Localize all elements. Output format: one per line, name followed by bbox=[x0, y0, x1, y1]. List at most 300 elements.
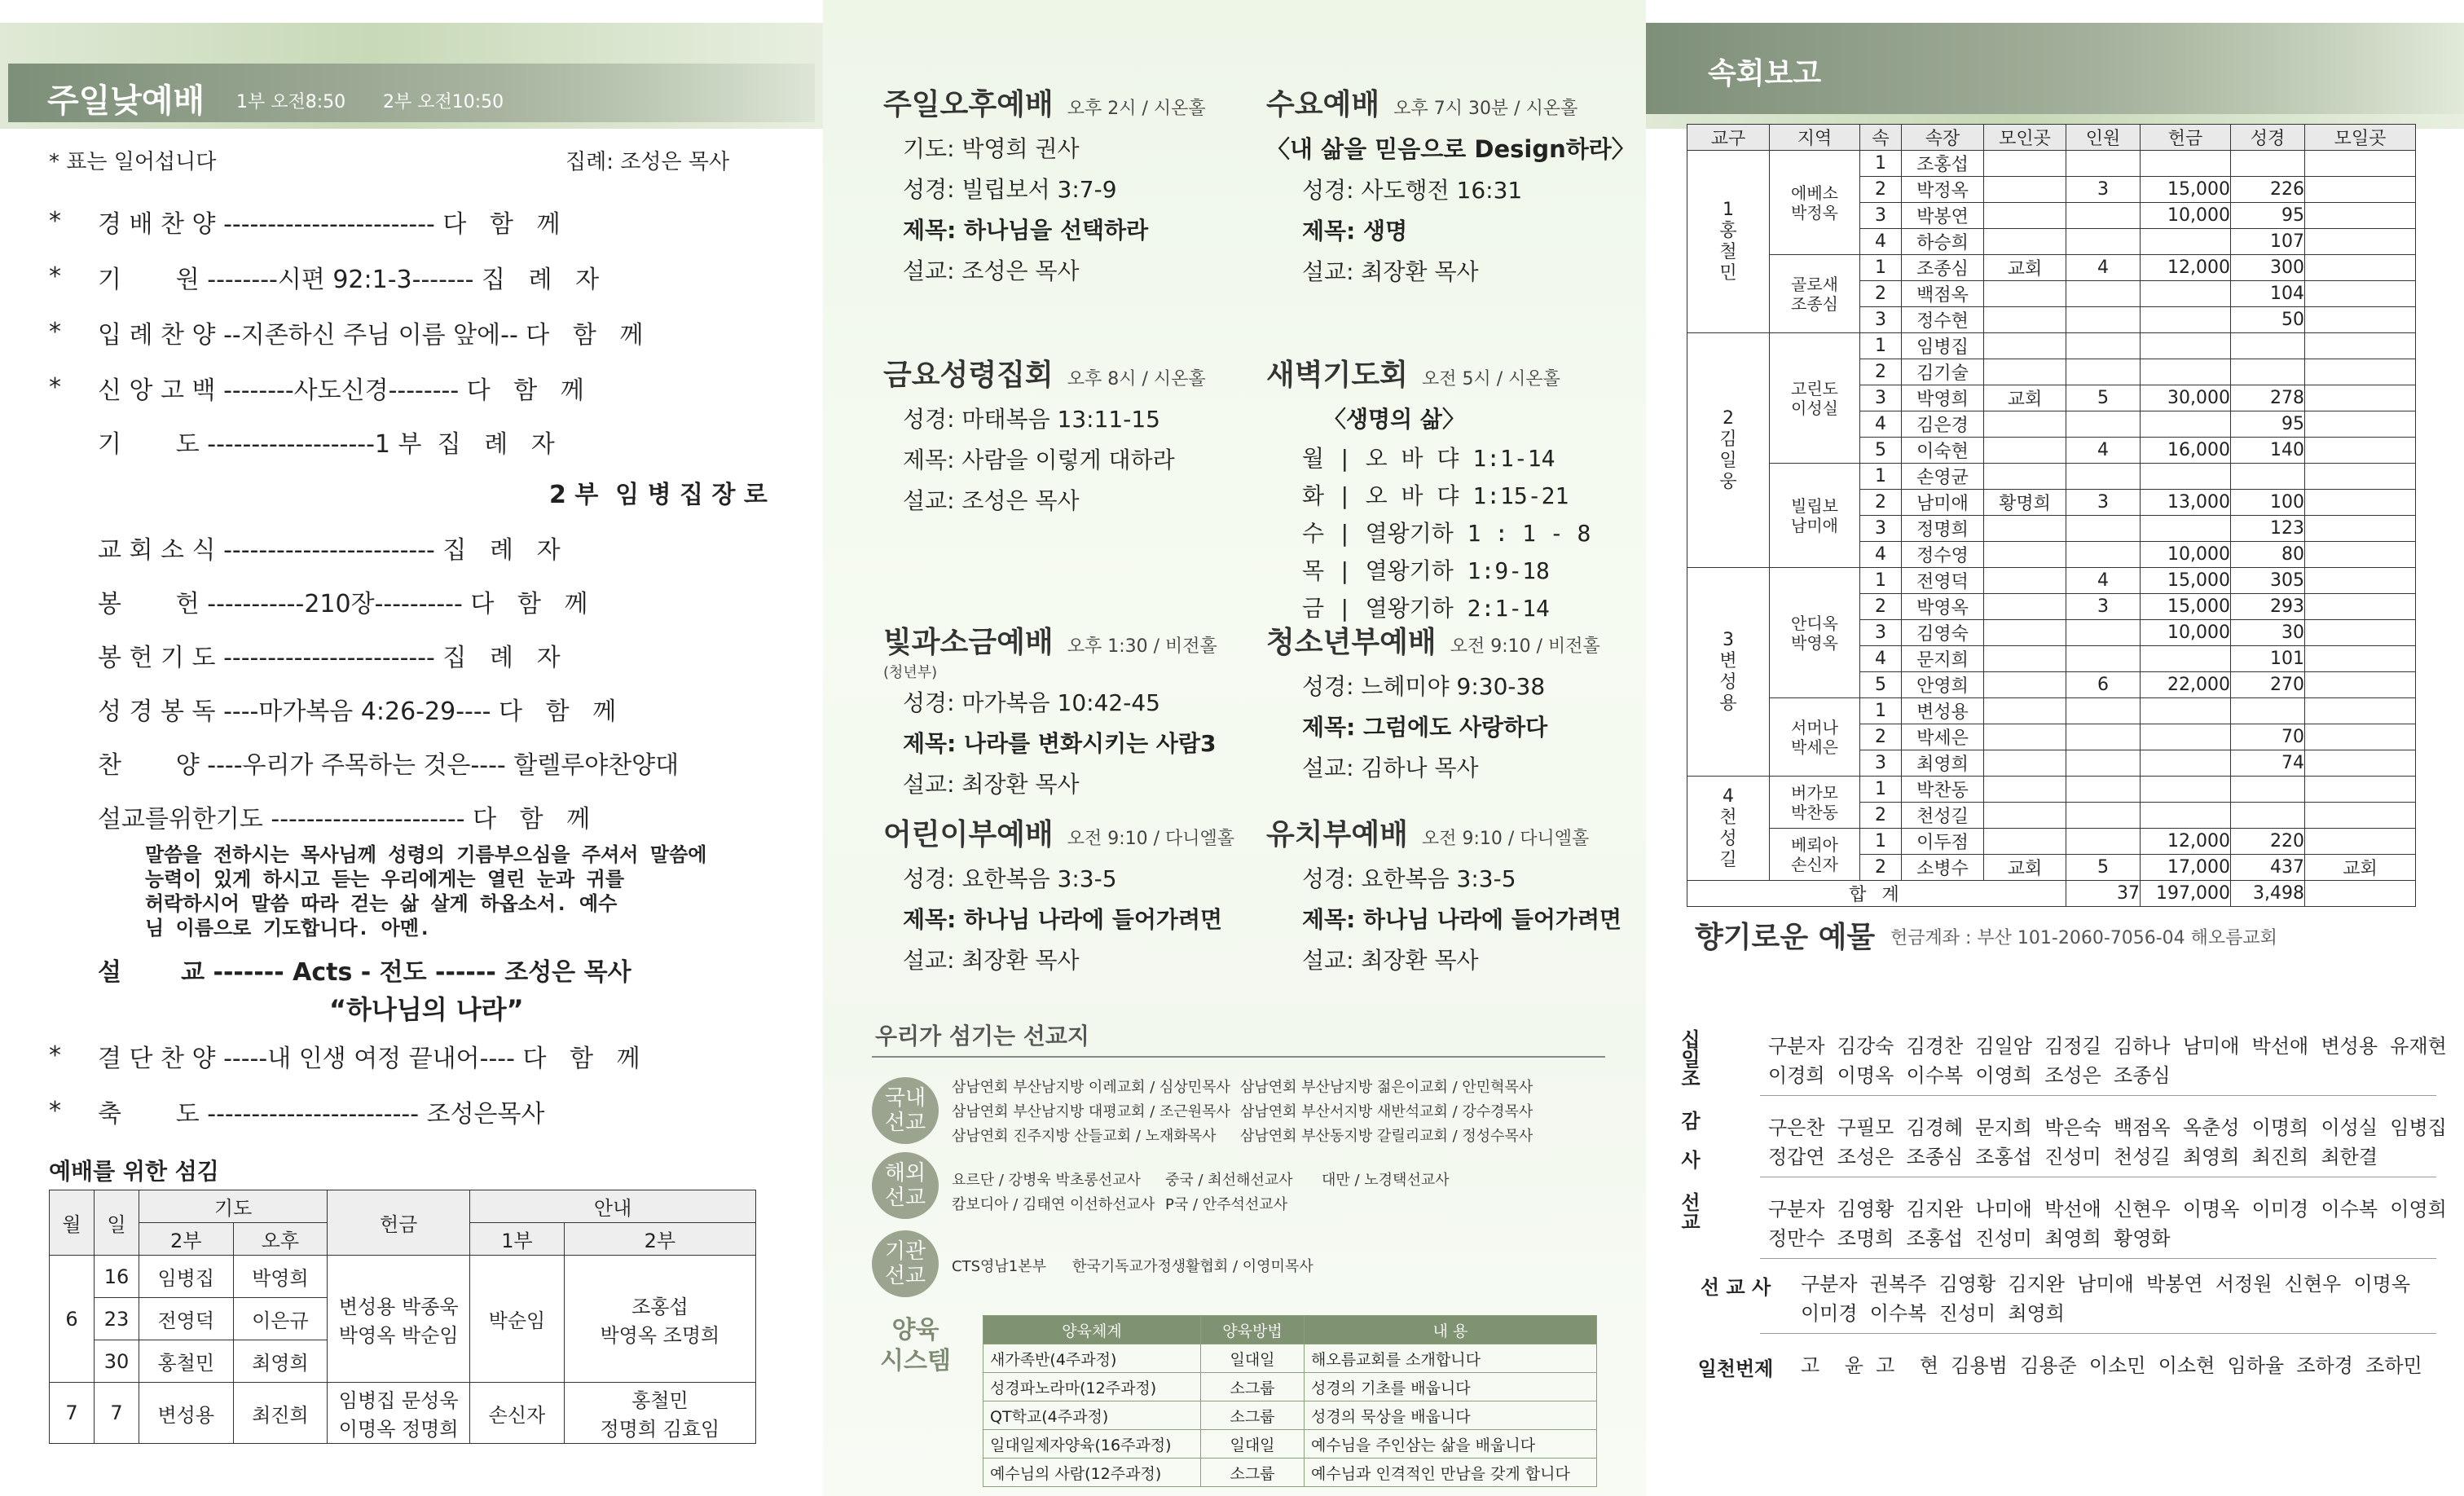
cell: 1 bbox=[1860, 568, 1902, 594]
th-guide: 안내 bbox=[470, 1190, 756, 1223]
cell-day: 7 bbox=[95, 1383, 139, 1444]
sermon-title: “하나님의 나라” bbox=[329, 994, 524, 1025]
cell-prayer-pm: 최영희 bbox=[233, 1340, 328, 1383]
cell bbox=[1984, 620, 2066, 646]
cell-day: 30 bbox=[95, 1340, 139, 1383]
cell: 1 bbox=[1860, 829, 1902, 855]
cell: 50 bbox=[2231, 307, 2305, 333]
cell bbox=[2141, 307, 2231, 333]
cell bbox=[2066, 203, 2141, 229]
prayer-line: 능력이 있게 하시고 듣는 우리에게는 열린 눈과 귀를 bbox=[145, 868, 625, 891]
cell bbox=[2231, 151, 2305, 177]
table-row bbox=[1687, 568, 2416, 594]
nurture-row bbox=[983, 1344, 1597, 1373]
cell: 안영희 bbox=[1902, 672, 1984, 698]
cell: 백점옥 bbox=[1902, 281, 1984, 307]
cell bbox=[2141, 151, 2231, 177]
area-cell: 고린도 이성실 bbox=[1770, 333, 1860, 464]
cell bbox=[1984, 542, 2066, 568]
cell bbox=[2305, 203, 2416, 229]
service-time: 오후 8시 / 시온홀 bbox=[1067, 369, 1206, 389]
cell bbox=[2066, 333, 2141, 359]
service-line: 성경: 사도행전 16:31 bbox=[1302, 177, 1523, 204]
cell bbox=[2305, 750, 2416, 777]
cell bbox=[2066, 281, 2141, 307]
cell: 70 bbox=[2231, 724, 2305, 750]
cell bbox=[2141, 229, 2231, 255]
cell-prayer-pm: 이은규 bbox=[233, 1298, 328, 1340]
cell: 95 bbox=[2231, 203, 2305, 229]
th-guide-2: 2부 bbox=[564, 1223, 755, 1256]
list-line: 구분자 권복주 김영황 김지완 남미애 박봉연 서정원 신현우 이명옥 bbox=[1801, 1273, 2411, 1296]
cell: 13,000 bbox=[2141, 490, 2231, 516]
nurture-head: 양육방법 bbox=[1201, 1316, 1305, 1344]
th: 성경 bbox=[2231, 125, 2305, 151]
service-line: 설교: 최장환 목사 bbox=[903, 771, 1080, 798]
order-item: 기 원 --------시편 92:1-3------- 집 례 자 bbox=[98, 266, 600, 294]
area-cell: 빌립보 남미애 bbox=[1770, 464, 1860, 568]
service-line: 설교: 김하나 목사 bbox=[1302, 755, 1479, 781]
cell: 74 bbox=[2231, 750, 2305, 777]
service-block bbox=[883, 81, 1242, 286]
cell: 3 bbox=[1860, 203, 1902, 229]
cell: 1 bbox=[1860, 255, 1902, 281]
mission-item: 캄보디아 / 김태연 이선하선교사 bbox=[952, 1196, 1155, 1213]
list-divider bbox=[1760, 1258, 2436, 1259]
list-label: 십 일 조 bbox=[1681, 1028, 1701, 1090]
cell bbox=[1984, 307, 2066, 333]
service-line: 제목: 사람을 이렇게 대하라 bbox=[903, 447, 1175, 473]
cell: 교회 bbox=[1984, 255, 2066, 281]
cell: 손영균 bbox=[1902, 464, 1984, 490]
cell: 4 bbox=[2066, 438, 2141, 464]
list-line: 구은찬 구필모 김경혜 문지희 박은숙 백점옥 옥춘성 이명희 이성실 임병집 bbox=[1768, 1116, 2447, 1139]
cell bbox=[2305, 385, 2416, 411]
service-block bbox=[883, 812, 1242, 975]
service-line: 설교: 조성은 목사 bbox=[903, 257, 1080, 284]
list-line: 이경희 이명옥 이수복 이영희 조성은 조종심 bbox=[1768, 1064, 2171, 1087]
cell: 5 bbox=[1860, 438, 1902, 464]
th: 지역 bbox=[1770, 125, 1860, 151]
mission-item: 삼남연회 부산서지방 새반석교회 / 강수경목사 bbox=[1240, 1103, 1533, 1120]
cell-offering: 임병집 문성욱 이명옥 정명희 bbox=[328, 1383, 470, 1444]
main-service-header bbox=[8, 64, 815, 122]
order-item: 봉 헌 기 도 ------------------------ 집 례 자 bbox=[98, 644, 561, 672]
cell: 278 bbox=[2231, 385, 2305, 411]
cell bbox=[2231, 333, 2305, 359]
domestic-mission-badge: 국내 선교 bbox=[872, 1077, 939, 1144]
cell bbox=[2305, 307, 2416, 333]
cell: 교회 bbox=[1984, 385, 2066, 411]
service-time-2: 2부 오전10:50 bbox=[383, 92, 504, 112]
cell: 3 bbox=[1860, 307, 1902, 333]
nurture-cell: 예수님의 사람(12주과정) bbox=[983, 1459, 1201, 1487]
cell: 1 bbox=[1860, 464, 1902, 490]
cell bbox=[2305, 411, 2416, 438]
nurture-head: 양육체계 bbox=[983, 1316, 1201, 1344]
mission-item: 대만 / 노경택선교사 bbox=[1322, 1172, 1450, 1189]
cell-day: 16 bbox=[95, 1256, 139, 1298]
order-item: 찬 양 ----우리가 주목하는 것은---- 할렐루야찬양대 bbox=[98, 751, 680, 780]
cell: 박세은 bbox=[1902, 724, 1984, 750]
cell bbox=[2141, 698, 2231, 724]
cell: 박찬동 bbox=[1902, 777, 1984, 803]
th-prayer-pm: 오후 bbox=[233, 1223, 328, 1256]
offering-title: 향기로운 예물 bbox=[1695, 920, 1876, 954]
leader-text: 집례: 조성은 목사 bbox=[565, 150, 730, 174]
cell-guide-2: 홍철민 정명희 김효임 bbox=[564, 1383, 755, 1444]
cell bbox=[2305, 829, 2416, 855]
service-line: 제목: 생명 bbox=[1302, 218, 1408, 244]
nurture-cell: 성경의 묵상을 배웁니다 bbox=[1305, 1401, 1597, 1430]
nurture-row bbox=[983, 1430, 1597, 1459]
cell: 3 bbox=[1860, 620, 1902, 646]
service-block bbox=[1266, 352, 1633, 623]
nurture-cell: QT학교(4주과정) bbox=[983, 1401, 1201, 1430]
cell: 1 bbox=[1860, 777, 1902, 803]
service-time: 오전 9:10 / 비전홀 bbox=[1450, 636, 1600, 657]
th: 속장 bbox=[1902, 125, 1984, 151]
th: 인원 bbox=[2066, 125, 2141, 151]
cell bbox=[1984, 516, 2066, 542]
mission-item: 중국 / 최선해선교사 bbox=[1165, 1172, 1293, 1189]
cell: 15,000 bbox=[2141, 177, 2231, 203]
cell bbox=[2141, 281, 2231, 307]
cell: 교회 bbox=[1984, 855, 2066, 881]
service-time: 오전 9:10 / 다니엘홀 bbox=[1421, 829, 1590, 849]
cell bbox=[2066, 411, 2141, 438]
cell bbox=[2305, 672, 2416, 698]
cell bbox=[2141, 750, 2231, 777]
cell: 17,000 bbox=[2141, 855, 2231, 881]
total-row bbox=[1687, 881, 2416, 907]
cell: 정수영 bbox=[1902, 542, 1984, 568]
order-item: 봉 헌 -----------210장---------- 다 함 께 bbox=[98, 590, 588, 618]
area-cell: 버가모 박찬동 bbox=[1770, 777, 1860, 829]
cell: 226 bbox=[2231, 177, 2305, 203]
cell: 1 bbox=[1860, 333, 1902, 359]
cell: 5 bbox=[2066, 855, 2141, 881]
service-block bbox=[883, 352, 1242, 516]
service-title: 수요예배 bbox=[1266, 87, 1380, 121]
overseas-mission-badge: 해외 선교 bbox=[872, 1152, 939, 1219]
service-line: 〈생명의 삶〉 bbox=[1323, 406, 1465, 433]
service-line: 설교: 최장환 목사 bbox=[903, 947, 1080, 974]
mission-item: 삼남연회 진주지방 산들교회 / 노재화목사 bbox=[952, 1128, 1217, 1145]
list-line: 이미경 이수복 진성미 최영희 bbox=[1801, 1302, 2065, 1325]
list-label: 감 사 bbox=[1681, 1110, 1701, 1172]
district-cell: 3 변 성 용 bbox=[1687, 568, 1770, 777]
cell: 5 bbox=[2066, 385, 2141, 411]
service-title: 새벽기도회 bbox=[1266, 358, 1408, 392]
cell bbox=[2305, 777, 2416, 803]
nurture-cell: 성경의 기초를 배웁니다 bbox=[1305, 1373, 1597, 1401]
list-line: 정만수 조명희 조홍섭 진성미 최영희 황영화 bbox=[1768, 1227, 2171, 1250]
service-line: 성경: 요한복음 3:3-5 bbox=[1302, 865, 1516, 892]
cell: 4 bbox=[2066, 255, 2141, 281]
nurture-head: 내 용 bbox=[1305, 1316, 1597, 1344]
nurture-row bbox=[983, 1459, 1597, 1487]
mission-item: 요르단 / 강병욱 박초롱선교사 bbox=[952, 1172, 1141, 1189]
standing-note: * 표는 일어섭니다 bbox=[49, 150, 217, 174]
list-label: 선 교 bbox=[1681, 1191, 1701, 1234]
service-line: 성경: 마태복음 13:11-15 bbox=[903, 406, 1160, 433]
cell: 4 bbox=[2066, 568, 2141, 594]
service-time: 오전 5시 / 시온홀 bbox=[1421, 369, 1560, 389]
total-cell: 합 계 bbox=[1687, 881, 2066, 907]
cell bbox=[2066, 229, 2141, 255]
service-title: 청소년부예배 bbox=[1266, 625, 1437, 659]
cell: 3 bbox=[1860, 516, 1902, 542]
total-cell: 37 bbox=[2066, 881, 2141, 907]
cell bbox=[2141, 333, 2231, 359]
cell bbox=[2305, 620, 2416, 646]
nurture-cell: 예수님을 주인삼는 삶을 배웁니다 bbox=[1305, 1430, 1597, 1459]
total-cell: 3,498 bbox=[2231, 881, 2305, 907]
nurture-cell: 성경파노라마(12주과정) bbox=[983, 1373, 1201, 1401]
cell bbox=[2231, 803, 2305, 829]
area-cell: 안디옥 박영옥 bbox=[1770, 568, 1860, 698]
cell bbox=[2231, 464, 2305, 490]
district-cell: 2 김 일 웅 bbox=[1687, 333, 1770, 568]
cell bbox=[2305, 594, 2416, 620]
cell: 437 bbox=[2231, 855, 2305, 881]
cell: 김기술 bbox=[1902, 359, 1984, 385]
cell: 3 bbox=[1860, 385, 1902, 411]
order-item: 축 도 ------------------------ 조성은목사 bbox=[98, 1100, 545, 1129]
cell: 임병집 bbox=[1902, 333, 1984, 359]
cell bbox=[2066, 620, 2141, 646]
cell: 10,000 bbox=[2141, 620, 2231, 646]
cell: 교회 bbox=[2305, 855, 2416, 881]
service-time-1: 1부 오전8:50 bbox=[236, 92, 346, 112]
nurture-table bbox=[983, 1315, 1597, 1487]
service-block bbox=[1266, 812, 1633, 975]
service-line: 화 | 오 바 댜 1:15-21 bbox=[1302, 482, 1569, 509]
cell bbox=[2066, 724, 2141, 750]
cell-report-header bbox=[1646, 23, 2464, 114]
th-prayer-2: 2부 bbox=[139, 1223, 234, 1256]
total-cell bbox=[2305, 881, 2416, 907]
order-star: * bbox=[49, 262, 61, 291]
cell-guide-2: 조홍섭 박영옥 조명희 bbox=[564, 1256, 755, 1383]
cell: 2 bbox=[1860, 177, 1902, 203]
cell bbox=[1984, 359, 2066, 385]
cell-prayer-pm: 박영희 bbox=[233, 1256, 328, 1298]
cell bbox=[2231, 698, 2305, 724]
cell bbox=[1984, 229, 2066, 255]
th-month: 월 bbox=[50, 1190, 95, 1256]
prayer-line: 말씀을 전하시는 목사님께 성령의 기름부으심을 주셔서 말씀에 bbox=[145, 843, 707, 866]
cell: 12,000 bbox=[2141, 829, 2231, 855]
order-item: 신 앙 고 백 --------사도신경-------- 다 함 께 bbox=[98, 376, 584, 405]
cell bbox=[2305, 803, 2416, 829]
total-cell: 197,000 bbox=[2141, 881, 2231, 907]
cell-report-body bbox=[1687, 151, 2416, 907]
cell: 박정옥 bbox=[1902, 177, 1984, 203]
service-subtitle: (청년부) bbox=[883, 664, 938, 681]
cell bbox=[2066, 464, 2141, 490]
th: 모인곳 bbox=[1984, 125, 2066, 151]
order-item: 입 례 찬 양 --지존하신 주님 이름 앞에-- 다 함 께 bbox=[98, 321, 644, 350]
cell bbox=[2305, 151, 2416, 177]
service-line: 설교: 최장환 목사 bbox=[1302, 947, 1479, 974]
cell bbox=[2066, 698, 2141, 724]
cell: 6 bbox=[2066, 672, 2141, 698]
prayer-line: 허락하시어 말씀 따라 걷는 삶 살게 하옵소서. 예수 bbox=[145, 892, 618, 915]
table-row bbox=[1687, 333, 2416, 359]
service-duty-table bbox=[49, 1190, 756, 1444]
th: 속 bbox=[1860, 125, 1902, 151]
service-block bbox=[1266, 81, 1633, 287]
cell bbox=[2141, 411, 2231, 438]
cell bbox=[1984, 568, 2066, 594]
cell-offering: 변성용 박종욱 박영옥 박순임 bbox=[328, 1256, 470, 1383]
cell: 293 bbox=[2231, 594, 2305, 620]
order-item: 설교를위한기도 ---------------------- 다 함 께 bbox=[98, 805, 591, 834]
main-service-title: 주일낮예배 bbox=[47, 81, 205, 120]
cell: 4 bbox=[1860, 411, 1902, 438]
list-label: 일천번제 bbox=[1697, 1357, 1774, 1380]
cell bbox=[2141, 464, 2231, 490]
service-line: 성경: 느헤미야 9:30-38 bbox=[1302, 673, 1546, 700]
service-time: 오후 1:30 / 비전홀 bbox=[1067, 636, 1217, 657]
order-star: * bbox=[49, 373, 61, 402]
cell bbox=[1984, 646, 2066, 672]
nurture-cell: 소그룹 bbox=[1201, 1401, 1305, 1430]
area-cell: 베뢰아 손신자 bbox=[1770, 829, 1860, 881]
cell: 3 bbox=[2066, 490, 2141, 516]
cell bbox=[1984, 698, 2066, 724]
cell bbox=[1984, 203, 2066, 229]
cell: 140 bbox=[2231, 438, 2305, 464]
mission-item: CTS영남1본부 bbox=[952, 1258, 1046, 1275]
order-star: * bbox=[49, 1097, 61, 1125]
list-line: 고 윤 고 현 김용범 김용준 이소민 이소현 임하율 조하경 조하민 bbox=[1801, 1354, 2422, 1377]
cell bbox=[1984, 803, 2066, 829]
cell: 김은경 bbox=[1902, 411, 1984, 438]
order-item: 2 부 임 병 집 장 로 bbox=[549, 481, 768, 509]
cell: 남미애 bbox=[1902, 490, 1984, 516]
cell-prayer-2: 홍철민 bbox=[139, 1340, 234, 1383]
cell: 2 bbox=[1860, 281, 1902, 307]
list-line: 구분자 김강숙 김경찬 김일암 김정길 김하나 남미애 박선애 변성용 유재현 bbox=[1768, 1035, 2447, 1058]
order-star: * bbox=[49, 1041, 61, 1070]
cell: 최영희 bbox=[1902, 750, 1984, 777]
service-time: 오후 2시 / 시온홀 bbox=[1067, 99, 1206, 119]
cell: 300 bbox=[2231, 255, 2305, 281]
mission-item: 삼남연회 부산남지방 젊은이교회 / 안민혁목사 bbox=[1240, 1079, 1533, 1096]
cell bbox=[1984, 411, 2066, 438]
cell bbox=[2066, 646, 2141, 672]
cell bbox=[1984, 333, 2066, 359]
cell bbox=[2305, 646, 2416, 672]
cell bbox=[2305, 516, 2416, 542]
cell: 305 bbox=[2231, 568, 2305, 594]
order-star: * bbox=[49, 207, 61, 235]
cell bbox=[1984, 672, 2066, 698]
list-label: 선 교 사 bbox=[1700, 1276, 1771, 1299]
nurture-label: 양육 시스템 bbox=[880, 1316, 951, 1375]
cell bbox=[2066, 151, 2141, 177]
cell: 4 bbox=[1860, 542, 1902, 568]
service-duty-title: 예배를 위한 섬김 bbox=[49, 1158, 219, 1185]
table-row bbox=[1687, 829, 2416, 855]
cell-prayer-pm: 최진희 bbox=[233, 1383, 328, 1444]
nurture-row bbox=[983, 1373, 1597, 1401]
cell bbox=[2066, 542, 2141, 568]
cell bbox=[2305, 490, 2416, 516]
cell: 15,000 bbox=[2141, 594, 2231, 620]
cell bbox=[2066, 829, 2141, 855]
service-title: 주일오후예배 bbox=[883, 87, 1054, 121]
service-line: 제목: 하나님 나라에 들어가려면 bbox=[1302, 906, 1622, 933]
cell: 문지희 bbox=[1902, 646, 1984, 672]
nurture-cell: 소그룹 bbox=[1201, 1459, 1305, 1487]
cell bbox=[2305, 229, 2416, 255]
service-line: 월 | 오 바 댜 1:1-14 bbox=[1302, 445, 1555, 472]
service-line: 성경: 요한복음 3:3-5 bbox=[903, 865, 1117, 892]
cell: 하승희 bbox=[1902, 229, 1984, 255]
cell bbox=[2305, 255, 2416, 281]
cell bbox=[1984, 281, 2066, 307]
service-title: 빛과소금예배 bbox=[883, 625, 1054, 659]
nurture-row bbox=[983, 1401, 1597, 1430]
cell: 22,000 bbox=[2141, 672, 2231, 698]
service-line: 설교: 최장환 목사 bbox=[1302, 258, 1479, 285]
th-offering: 헌금 bbox=[328, 1190, 470, 1256]
cell: 정수현 bbox=[1902, 307, 1984, 333]
cell: 1 bbox=[1860, 698, 1902, 724]
cell: 황명희 bbox=[1984, 490, 2066, 516]
cell: 15,000 bbox=[2141, 568, 2231, 594]
mission-title: 우리가 섬기는 선교지 bbox=[875, 1023, 1089, 1049]
cell-prayer-2: 전영덕 bbox=[139, 1298, 234, 1340]
cell-report-table bbox=[1687, 124, 2416, 907]
nurture-cell: 소그룹 bbox=[1201, 1373, 1305, 1401]
th: 헌금 bbox=[2141, 125, 2231, 151]
offering-account: 헌금계좌 : 부산 101-2060-7056-04 해오름교회 bbox=[1890, 928, 2277, 948]
cell bbox=[1984, 464, 2066, 490]
cell bbox=[2231, 777, 2305, 803]
weekly-services-panel bbox=[823, 0, 1646, 1496]
cell: 1 bbox=[1860, 151, 1902, 177]
prayer-text bbox=[145, 843, 764, 940]
cell-day: 23 bbox=[95, 1298, 139, 1340]
cell: 4 bbox=[1860, 646, 1902, 672]
order-item: 경 배 찬 양 ------------------------ 다 함 께 bbox=[98, 210, 561, 239]
table-row bbox=[1687, 698, 2416, 724]
mission-item: 삼남연회 부산남지방 대평교회 / 조근원목사 bbox=[952, 1103, 1230, 1120]
cell bbox=[2305, 542, 2416, 568]
service-line: 제목: 하나님을 선택하라 bbox=[903, 217, 1149, 244]
cell bbox=[2231, 359, 2305, 385]
cell: 2 bbox=[1860, 855, 1902, 881]
cell: 박영옥 bbox=[1902, 594, 1984, 620]
mission-item: 한국기독교가정생활협회 / 이영미목사 bbox=[1072, 1258, 1313, 1275]
cell: 변성용 bbox=[1902, 698, 1984, 724]
service-line: 성경: 빌립보서 3:7-9 bbox=[903, 176, 1117, 203]
cell: 박영희 bbox=[1902, 385, 1984, 411]
cell-month: 7 bbox=[50, 1383, 95, 1444]
list-line: 정갑연 조성은 조종심 조홍섭 진성미 천성길 최영희 최진희 최한결 bbox=[1768, 1146, 2378, 1168]
service-line: 성경: 마가복음 10:42-45 bbox=[903, 689, 1160, 716]
cell bbox=[2066, 777, 2141, 803]
mission-item: P국 / 안주석선교사 bbox=[1165, 1196, 1288, 1213]
cell bbox=[2305, 464, 2416, 490]
cell: 천성길 bbox=[1902, 803, 1984, 829]
service-line: 설교: 조성은 목사 bbox=[903, 487, 1080, 514]
